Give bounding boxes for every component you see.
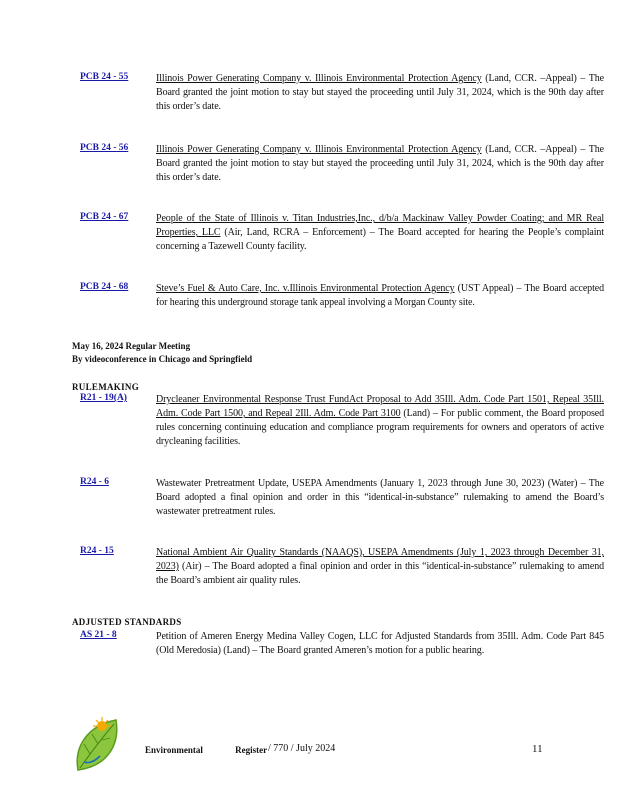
entry-text: Steve’s Fuel & Auto Care, Inc. v.Illinois Environmental Protection Agency (UST Appeal) – The Board accepted for hearing this underground storage tank appeal involving a Morgan County site. bbox=[156, 283, 604, 308]
entry-text: Illinois Power Generating Company v. Illinois Environmental Protection Agency (Land, CCR. –Appeal) – The Board granted the joint motion to stay but stayed the proceeding until July 31, 2024, which is the 90th day after this order’s date. bbox=[156, 144, 604, 183]
entry-text: Illinois Power Generating Company v. Illinois Environmental Protection Agency (Land, CCR. –Appeal) – The Board granted the joint motion to stay but stayed the proceeding until July 31, 2024, which is the 90th day after this order’s date. bbox=[156, 73, 604, 112]
docket-link[interactable]: PCB 24 - 67 bbox=[80, 212, 129, 222]
section-heading-adjusted-standards: ADJUSTED STANDARDS bbox=[72, 617, 182, 627]
docket-link[interactable]: PCB 24 - 56 bbox=[80, 143, 129, 153]
footer-publication: Environmental Register bbox=[145, 745, 268, 755]
docket-link[interactable]: R21 - 19(A) bbox=[80, 393, 127, 403]
entry-text: Wastewater Pretreatment Update, USEPA Amendments (January 1, 2023 through June 30, 2023) (Water) – The Board adopted a final opinion and order in this “identical-in-substance” rulemaking to amend the Board’s wastewater pretreatment rules. bbox=[156, 478, 604, 517]
footer-issue: / 770 / July 2024 bbox=[268, 743, 336, 754]
entry-text: National Ambient Air Quality Standards (NAAQS), USEPA Amendments (July 1, 2023 through December 31, 2023) (Air) – The Board adopted a final opinion and order in this “identical-in-substance” rulemaking to amend the Board’s ambient air quality rules. bbox=[156, 547, 604, 586]
docket-link[interactable]: PCB 24 - 68 bbox=[80, 282, 129, 292]
docket-link[interactable]: R24 - 15 bbox=[80, 546, 114, 556]
meeting-date: May 16, 2024 Regular Meeting bbox=[72, 341, 191, 351]
entry-text: Drycleaner Environmental Response Trust FundAct Proposal to Add 35Ill. Adm. Code Part 1501, Repeal 35Ill. Adm. Code Part 1500, and Repeal 2Ill. Adm. Code Part 3100 (Land) – For public comment, the Board proposed rules concerning continuing education and compliance program requirements for owners and operators of active drycleaning facilities. bbox=[156, 394, 604, 447]
page-number: 11 bbox=[532, 743, 543, 755]
meeting-info bbox=[72, 340, 252, 366]
section-heading-rulemaking: RULEMAKING bbox=[72, 382, 140, 392]
entry-text: Petition of Ameren Energy Medina Valley Cogen, LLC for Adjusted Standards from 35Ill. Adm. Code Part 845 (Old Meredosia) (Land) – The Board granted Ameren’s motion for a public hearing. bbox=[156, 631, 604, 656]
meeting-location: By videoconference in Chicago and Springfield bbox=[72, 354, 253, 364]
docket-link[interactable]: AS 21 - 8 bbox=[80, 630, 117, 640]
docket-link[interactable]: R24 - 6 bbox=[80, 477, 110, 487]
entry-text: People of the State of Illinois v. Titan Industries,Inc., d/b/a Mackinaw Valley Powder Coating; and MR Real Properties, LLC (Air, Land, RCRA – Enforcement) – The Board accepted for hearing the People’s complaint concerning a Tazewell County facility. bbox=[156, 213, 604, 252]
leaf-logo-icon bbox=[72, 714, 124, 774]
docket-link[interactable]: PCB 24 - 55 bbox=[80, 72, 129, 82]
